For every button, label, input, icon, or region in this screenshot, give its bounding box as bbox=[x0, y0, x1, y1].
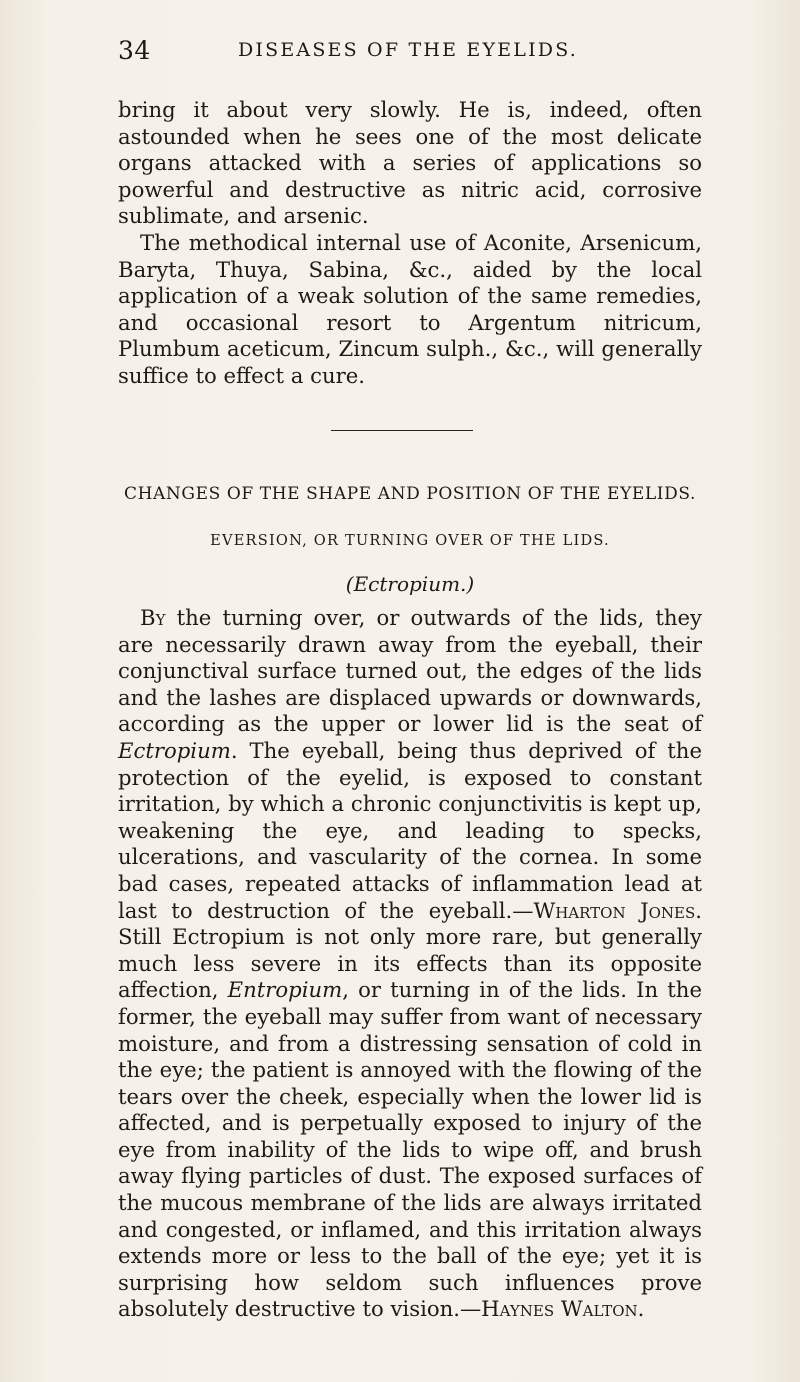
text-part-1: the turning over, or outwards of the lids, they are necessarily drawn away from the eyeball, their conjunctival surface turned out, the edges of the lids and the lashes are displaced upwards or downwards, according as the upper or lower lid is the seat of bbox=[118, 605, 702, 737]
text-part-5: . bbox=[637, 1296, 645, 1322]
main-text bbox=[118, 605, 702, 1323]
text-part-4: , or turning in of the lids. In the former, the eyeball may suffer from want of necessary moisture, and from a distressing sensation of cold in the eye; the patient is annoyed with the flowing of the tears over the cheek, especially when the lower lid is affected, and is perpetually exposed to injury of the eye from inability of the lids to wipe off, and brush away flying particles of dust. The exposed surfaces of the mucous membrane of the lids are always irritated and congested, or inflamed, and this irritation always extends more or less to the ball of the eye; yet it is surprising how seldom such influences prove absolutely destructive to vision.— bbox=[118, 977, 702, 1322]
intro-text bbox=[118, 97, 702, 390]
running-head bbox=[118, 36, 698, 70]
text-part-2: . The eyeball, being thus deprived of the protection of the eyelid, is exposed to constant irritation, by which a chronic conjunctivitis is kept up, weakening the eye, and leading to specks, ulcerations, and vascularity of the cornea. In some bad cases, repeated attacks of inflammation lead at last to destruction of the eyeball.— bbox=[118, 737, 702, 923]
paragraph-continued: bring it about very slowly. He is, indeed, often astounded when he sees one of the most delicate organs attacked with a series of applications so powerful and destructive as nitric acid, corrosive sublimate, and arsenic. bbox=[118, 97, 702, 229]
section-subheading: EVERSION, OR TURNING OVER OF THE LIDS. bbox=[210, 532, 610, 549]
paragraph-treatment: The methodical internal use of Aconite, Arsenicum, Baryta, Thuya, Sabina, &c., aided by the local application of a weak solution of the same remedies, and occasional resort to Argentum nitricum, Plumbum aceticum, Zincum sulph., &c., will generally suffice to effect a cure. bbox=[118, 229, 702, 388]
author-citation-walton: Haynes Walton bbox=[481, 1296, 638, 1322]
term-ectropium: Ectropium bbox=[118, 737, 231, 763]
page-number: 34 bbox=[118, 36, 151, 65]
paragraph-ectropium bbox=[118, 605, 702, 1323]
term-entropium: Entropium bbox=[227, 977, 343, 1003]
section-heading: CHANGES OF THE SHAPE AND POSITION OF THE EYELIDS. bbox=[124, 484, 696, 504]
lead-word: By bbox=[140, 605, 166, 630]
text-part-3: . Still Ectropium is not only more rare, but generally much less severe in its effects than its opposite affection, bbox=[118, 897, 703, 1003]
author-citation-jones: Wharton Jones bbox=[533, 897, 696, 923]
section-divider bbox=[331, 430, 473, 431]
latin-name: (Ectropium.) bbox=[345, 572, 475, 596]
running-title: DISEASES OF THE EYELIDS. bbox=[237, 39, 579, 61]
